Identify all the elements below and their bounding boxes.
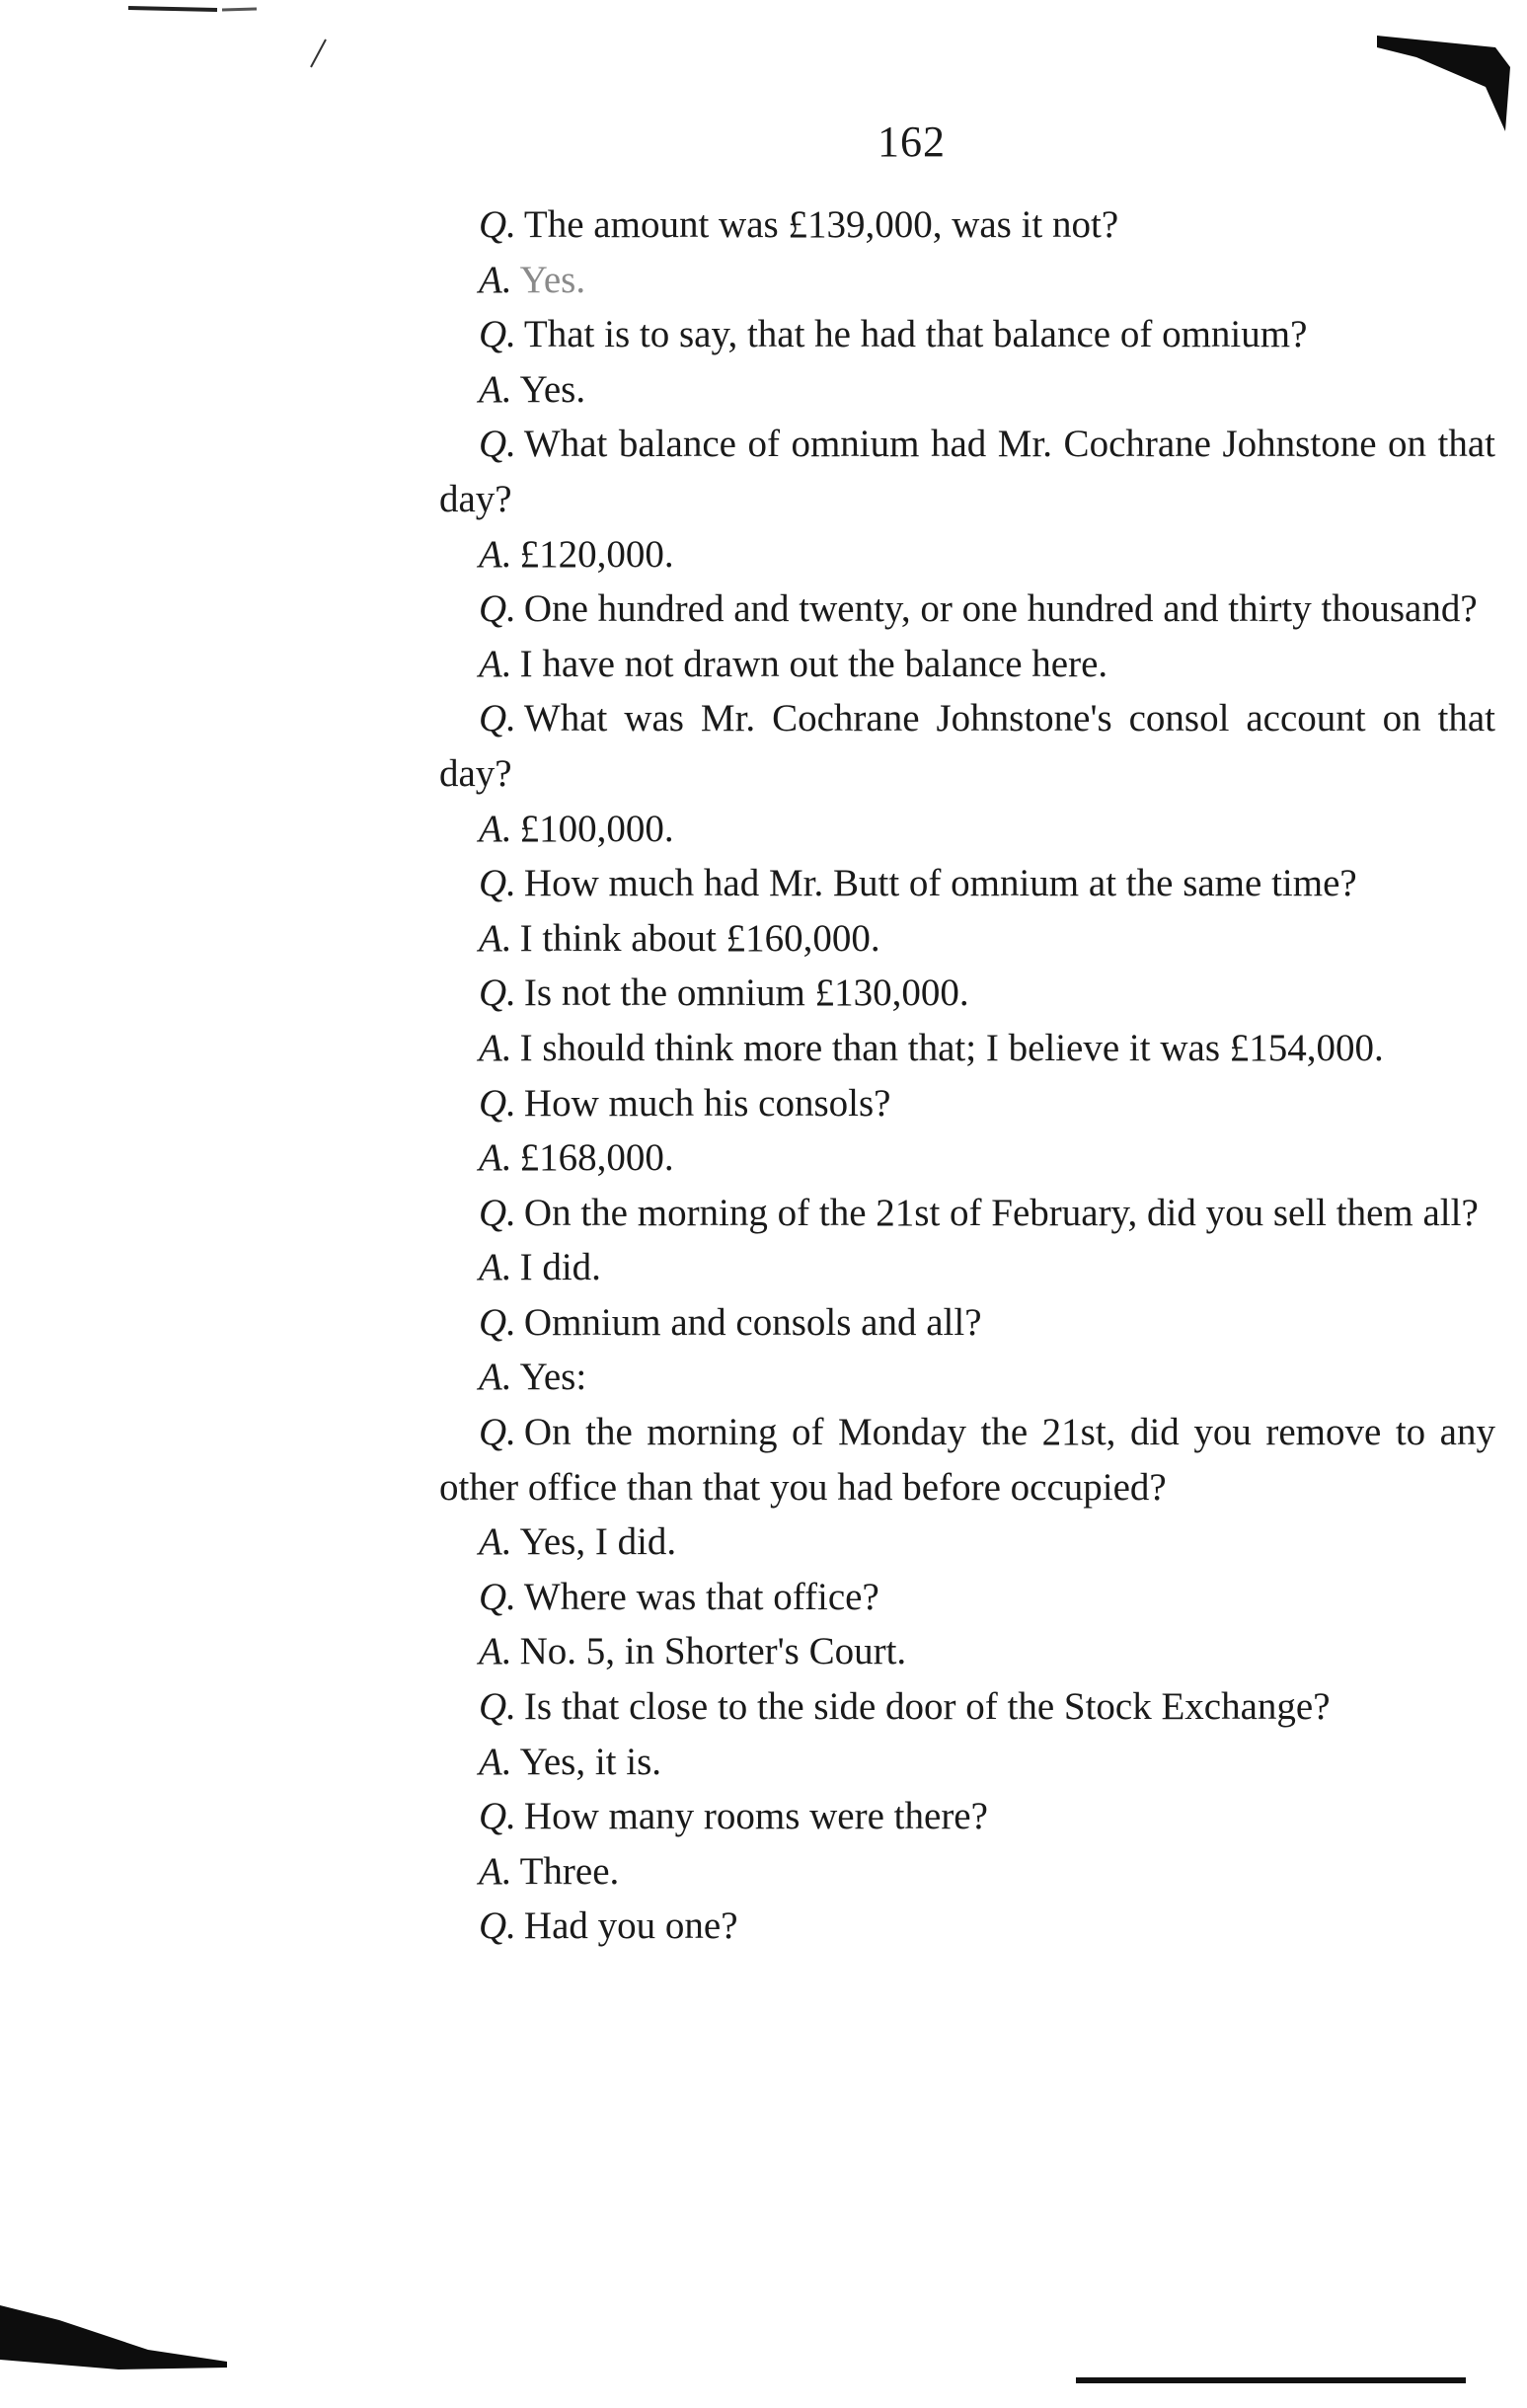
speaker-label: Q.	[479, 862, 516, 905]
question-paragraph	[439, 1679, 1495, 1735]
utterance-text: I have not drawn out the balance here.	[519, 642, 1108, 685]
answer-paragraph	[439, 1624, 1495, 1679]
utterance-text: On the morning of the 21st of February, did you sell them all?	[523, 1191, 1479, 1234]
utterance-text: How much had Mr. Butt of omnium at the same time?	[523, 862, 1357, 905]
speaker-label: A.	[479, 1520, 512, 1564]
question-paragraph	[439, 1186, 1495, 1241]
speaker-label: A.	[479, 642, 512, 685]
answer-paragraph	[439, 1515, 1495, 1570]
dialogue-text	[439, 197, 1495, 1954]
answer-paragraph	[439, 637, 1495, 692]
answer-paragraph	[439, 1021, 1495, 1076]
answer-paragraph	[439, 1844, 1495, 1900]
speaker-label: Q.	[479, 1411, 516, 1454]
speaker-label: Q.	[479, 971, 516, 1015]
question-paragraph	[439, 582, 1495, 637]
speaker-label: Q.	[479, 697, 516, 740]
speaker-label: A.	[479, 367, 512, 411]
speaker-label: A.	[479, 532, 512, 576]
speaker-label: Q.	[479, 313, 516, 356]
speaker-label: Q.	[479, 1081, 516, 1125]
scan-rule-bottom	[1076, 2377, 1466, 2383]
question-paragraph	[439, 691, 1495, 801]
speaker-label: Q.	[479, 1685, 516, 1729]
speaker-label: Q.	[479, 203, 516, 246]
speaker-label: Q.	[479, 1191, 516, 1234]
utterance-text: £120,000.	[519, 532, 674, 576]
speaker-label: Q.	[479, 1904, 516, 1948]
utterance-text: I did.	[519, 1246, 601, 1289]
question-paragraph	[439, 1076, 1495, 1131]
utterance-text: One hundred and twenty, or one hundred and thirty thousand?	[523, 587, 1478, 631]
utterance-text: Yes, I did.	[519, 1520, 677, 1564]
utterance-text: No. 5, in Shorter's Court.	[519, 1630, 907, 1673]
question-paragraph	[439, 417, 1495, 526]
question-paragraph	[439, 197, 1495, 253]
speaker-label: A.	[479, 1630, 512, 1673]
question-paragraph	[439, 307, 1495, 362]
utterance-text: What balance of omnium had Mr. Cochrane Johnstone on that day?	[439, 423, 1495, 520]
utterance-text: Yes.	[519, 367, 586, 411]
utterance-text: On the morning of Monday the 21st, did you remove to any other office than that you had before occupied?	[439, 1411, 1495, 1509]
answer-paragraph	[439, 911, 1495, 967]
speaker-label: A.	[479, 1136, 512, 1180]
answer-paragraph	[439, 527, 1495, 583]
scan-mark-top	[128, 0, 345, 69]
answer-paragraph	[439, 802, 1495, 857]
utterance-text: Where was that office?	[523, 1575, 879, 1618]
speaker-label: A.	[479, 1246, 512, 1289]
utterance-text: Is not the omnium £130,000.	[523, 971, 969, 1015]
answer-paragraph	[439, 1350, 1495, 1405]
utterance-text: I think about £160,000.	[519, 916, 880, 960]
question-paragraph	[439, 856, 1495, 911]
utterance-text: Had you one?	[523, 1904, 738, 1948]
utterance-text: That is to say, that he had that balance of omnium?	[523, 313, 1308, 356]
utterance-text: £100,000.	[519, 807, 674, 850]
speaker-label: Q.	[479, 1795, 516, 1838]
speaker-label: A.	[479, 1740, 512, 1783]
scan-corner-bottom-left	[0, 2300, 237, 2379]
speaker-label: A.	[479, 916, 512, 960]
utterance-text: Omnium and consols and all?	[523, 1300, 982, 1344]
answer-paragraph	[439, 1735, 1495, 1790]
answer-paragraph	[439, 362, 1495, 418]
utterance-text: I should think more than that; I believe it was £154,000.	[519, 1026, 1384, 1069]
speaker-label: Q.	[479, 587, 516, 631]
page-number: 162	[878, 117, 946, 166]
utterance-text: How much his consols?	[523, 1081, 891, 1125]
utterance-text: £168,000.	[519, 1136, 674, 1180]
utterance-text: Is that close to the side door of the Stock Exchange?	[523, 1685, 1331, 1729]
speaker-label: Q.	[479, 1300, 516, 1344]
question-paragraph	[439, 1570, 1495, 1625]
speaker-label: A.	[479, 1356, 512, 1399]
speaker-label: Q.	[479, 1575, 516, 1618]
speaker-label: A.	[479, 1849, 512, 1893]
question-paragraph	[439, 1405, 1495, 1515]
question-paragraph	[439, 1789, 1495, 1844]
utterance-text: Three.	[519, 1849, 620, 1893]
speaker-label: Q.	[479, 423, 516, 466]
answer-paragraph	[439, 253, 1495, 308]
answer-paragraph	[439, 1240, 1495, 1295]
utterance-text: What was Mr. Cochrane Johnstone's consol account on that day?	[439, 697, 1495, 795]
utterance-text: Yes.	[519, 258, 586, 301]
utterance-text: Yes:	[519, 1356, 587, 1399]
speaker-label: A.	[479, 1026, 512, 1069]
utterance-text: Yes, it is.	[519, 1740, 662, 1783]
answer-paragraph	[439, 1130, 1495, 1186]
utterance-text: The amount was £139,000, was it not?	[523, 203, 1119, 246]
question-paragraph	[439, 1295, 1495, 1351]
speaker-label: A.	[479, 807, 512, 850]
utterance-text: How many rooms were there?	[523, 1795, 988, 1838]
question-paragraph	[439, 1899, 1495, 1954]
speaker-label: A.	[479, 258, 512, 301]
question-paragraph	[439, 966, 1495, 1021]
